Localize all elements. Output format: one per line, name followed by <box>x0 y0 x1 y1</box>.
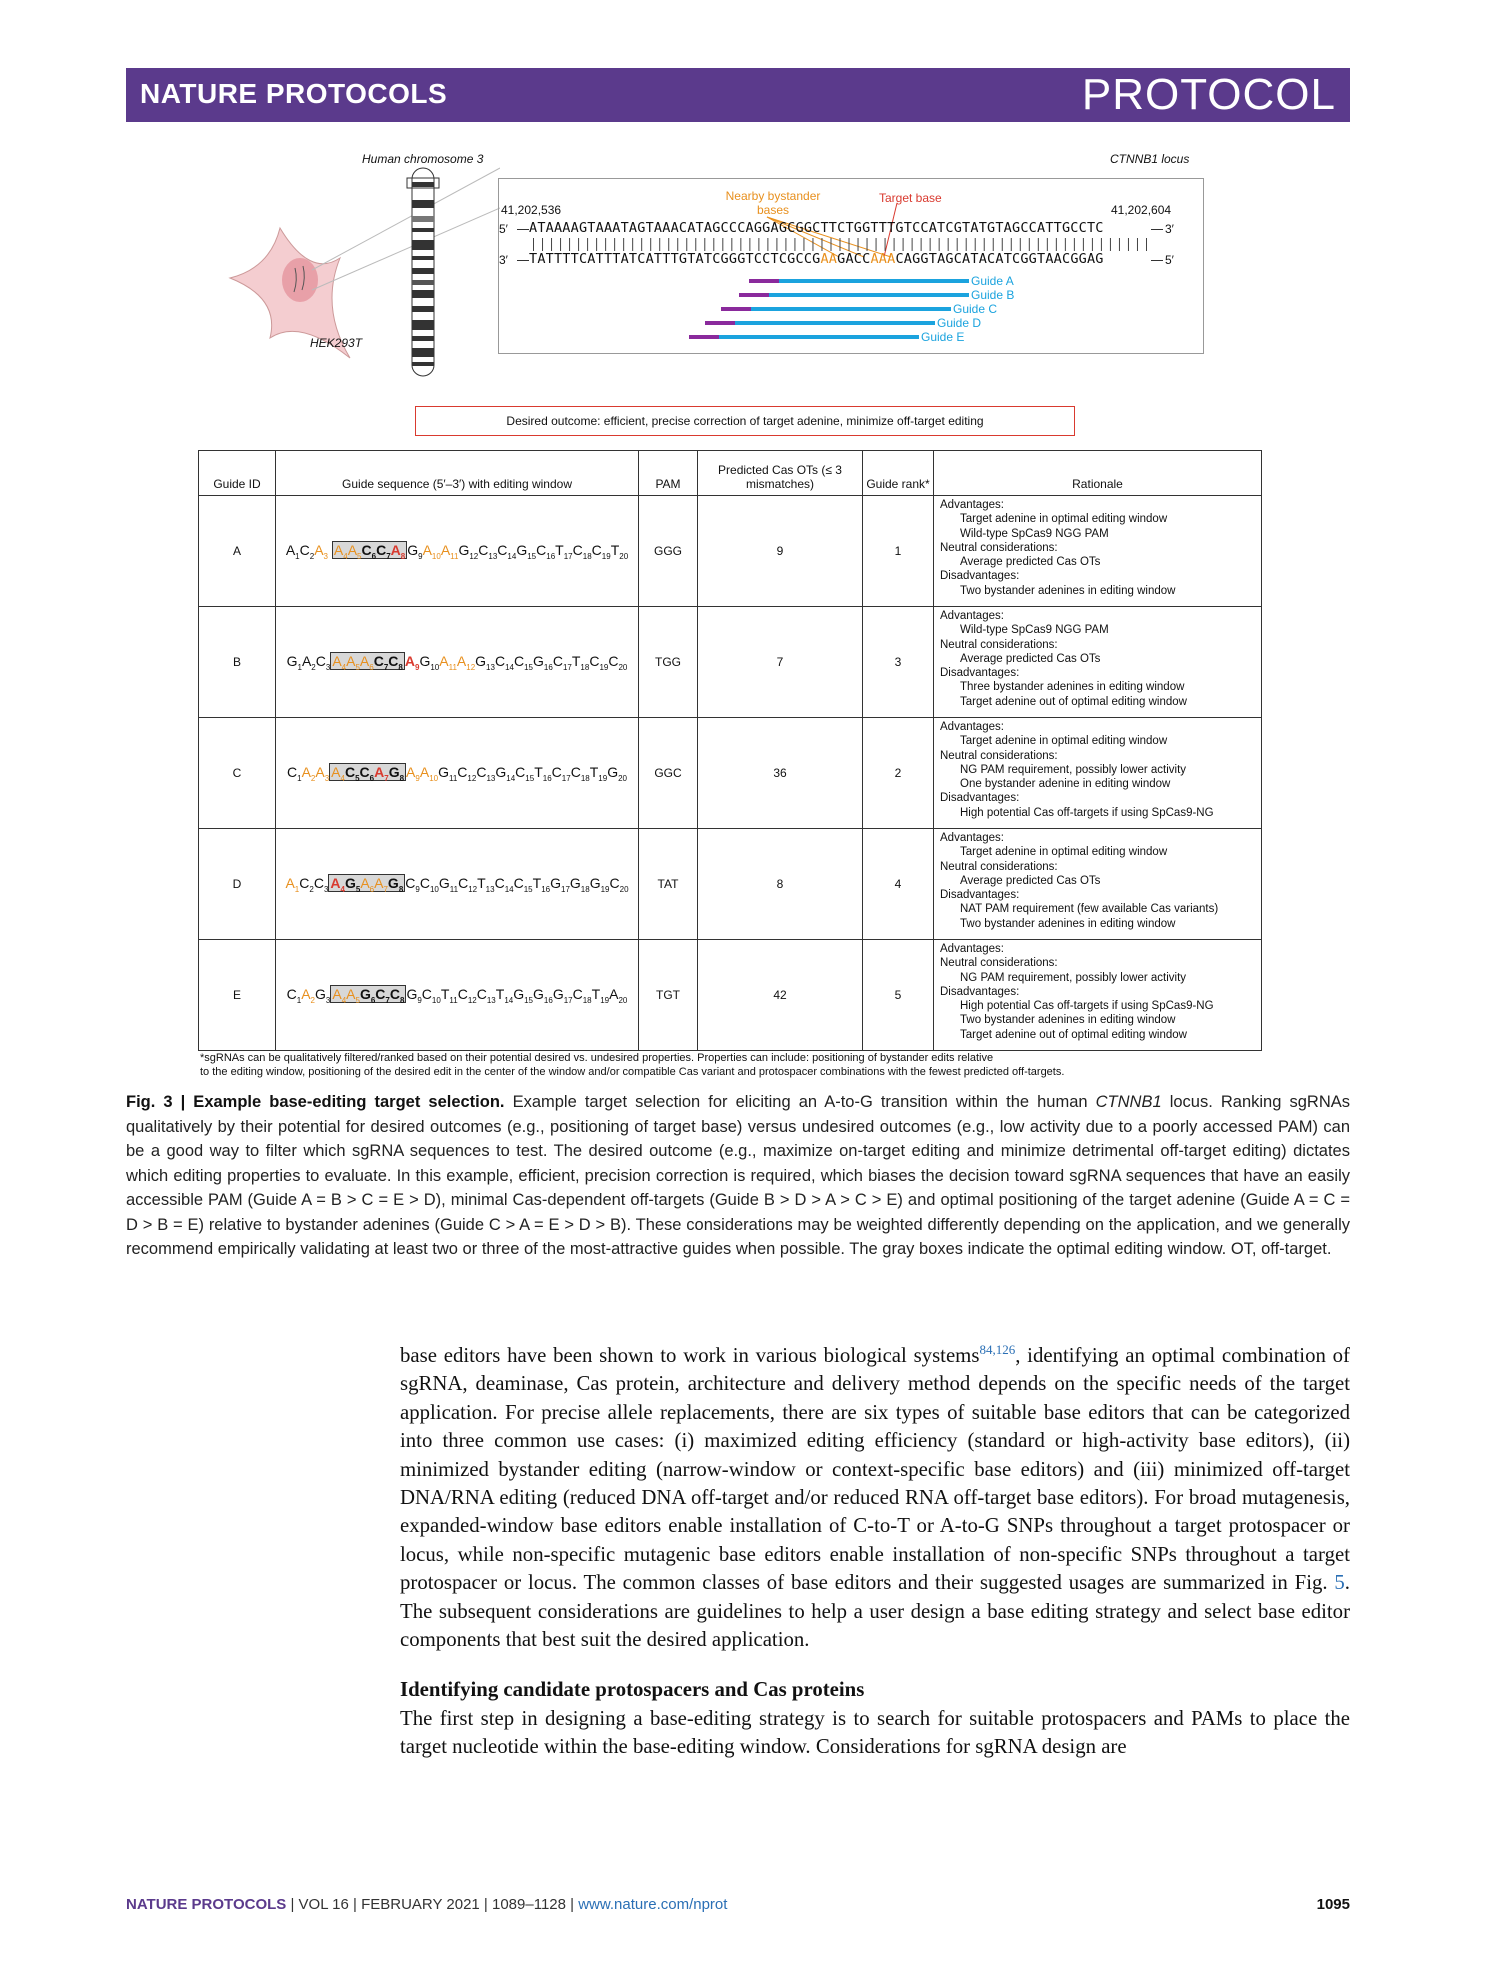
journal-header <box>126 68 1350 122</box>
predicted-ots: 9 <box>698 496 863 607</box>
guide-rank: 4 <box>863 829 934 940</box>
guide-id: A <box>199 496 276 607</box>
col-rationale: Rationale <box>934 451 1262 496</box>
figure-link[interactable]: 5 <box>1334 1571 1345 1595</box>
pam: TGG <box>639 607 698 718</box>
col-pam: PAM <box>639 451 698 496</box>
guide-rank: 3 <box>863 607 934 718</box>
guide-sequence: $C_1A_2A_3$ $A_4C_5C_6A_7G_8$ $A_9A_{10}G_{11}C_{12}C_{13}G_{14}C_{15}T_{16}C_{17}C_{18}T_{19}G_{20}$ <box>276 718 639 829</box>
guide-b-label: Guide B <box>971 288 1015 302</box>
bottom-strand: TATTTTCATTTATCATTTGTATCGGGTCCTCGCCGAAGACCAAACAGGTAGCATACATCGGTAACGGAG <box>529 251 1104 267</box>
col-guide-id: Guide ID <box>199 451 276 496</box>
top-5prime: 5′ <box>499 222 508 236</box>
top-3prime: 3′ <box>1165 222 1174 236</box>
table-footnote: *sgRNAs can be qualitatively filtered/ranked based on their potential desired vs. undesired properties. Properties can include: positioning of bystander edits relative to the editing window, positioning of the desired edit in the center of the window and/or compatible Cas variant and protospacer combinations with the fewest predicted off-targets. <box>200 1052 1065 1078</box>
guide-rank: 1 <box>863 496 934 607</box>
bystander-label: Nearby bystander bases <box>725 189 821 217</box>
page-footer: NATURE PROTOCOLS | VOL 16 | FEBRUARY 2021 | 1089–1128 | www.nature.com/nprot 1095 <box>126 1896 1350 1913</box>
guide-id: B <box>199 607 276 718</box>
rationale: Advantages: Neutral considerations: NG PAM requirement, possibly lower activity Disadvantages: High potential Cas off-targets if using SpCas9-NG Two bystander adenines in editing window Target adenine out of optimal editing window <box>934 940 1262 1051</box>
pam: TAT <box>639 829 698 940</box>
guide-id: E <box>199 940 276 1051</box>
citation[interactable]: 84,126 <box>979 1342 1016 1357</box>
figure-caption: Fig. 3 | Example base-editing target selection. Example target selection for eliciting an A-to-G transition within the human CTNNB1 locus. Ranking sgRNAs qualitatively by their potential for desired outcomes (e.g., positioning of target base) versus undesired outcomes (e.g., low activity due to a poorly accessed PAM) can be a good way to filter which sgRNA sequences to test. The desired outcome (e.g., maximize on-target editing and minimize detrimental off-target editing) dictates which editing properties to evaluate. In this example, efficient, precision correction is required, which biases the decision toward sgRNA sequences that have an easily accessible PAM (Guide A = B > C = E > D), minimal Cas-dependent off-targets (Guide B > D > A > C > E) and optimal positioning of the target adenine (Guide A = C = D > B = E) relative to bystander adenines (Guide C > A = E > D > B). These considerations may be weighted differently depending on the application, and we generally recommend empirically validating at least two or three of the most-attractive guides when possible. The gray boxes indicate the optimal editing window. OT, off-target. <box>126 1093 1350 1258</box>
table-row <box>199 496 1262 607</box>
sequence-panel <box>498 178 1204 354</box>
pam: GGC <box>639 718 698 829</box>
predicted-ots: 7 <box>698 607 863 718</box>
predicted-ots: 42 <box>698 940 863 1051</box>
guide-bars <box>499 273 1203 353</box>
rationale: Advantages: Target adenine in optimal editing window Wild-type SpCas9 NGG PAM Neutral considerations: Average predicted Cas OTs Disadvantages: Two bystander adenines in editing window <box>934 496 1262 607</box>
predicted-ots: 36 <box>698 718 863 829</box>
table-row <box>199 607 1262 718</box>
section-heading: Identifying candidate protospacers and Cas proteins <box>400 1678 865 1702</box>
guide-c-label: Guide C <box>953 302 998 316</box>
body-text <box>400 1336 1350 1762</box>
guide-sequence: $A_1C_2C_3$ $A_4G_5A_6A_7G_8$ $C_9C_{10}G_{11}C_{12}T_{13}C_{14}C_{15}T_{16}G_{17}G_{18}G_{19}C_{20}$ <box>276 829 639 940</box>
journal-url[interactable]: www.nature.com/nprot <box>578 1896 728 1913</box>
section-name: PROTOCOL <box>1081 70 1336 119</box>
page-number: 1095 <box>1316 1896 1350 1913</box>
coord-right: 41,202,604 <box>1111 203 1172 217</box>
target-label: Target base <box>879 191 942 205</box>
paragraph: The first step in designing a base-editing strategy is to search for suitable protospacers and PAMs to place the target nucleotide within the base-editing window. Considerations for sgRNA design are <box>400 1706 1350 1759</box>
chromosome-label: Human chromosome 3 <box>362 152 484 166</box>
desired-outcome-box: Desired outcome: efficient, precise correction of target adenine, minimize off-target editing <box>415 406 1075 436</box>
locus-label: CTNNB1 locus <box>1110 152 1190 166</box>
pam: GGG <box>639 496 698 607</box>
rationale: Advantages: Target adenine in optimal editing window Neutral considerations: Average predicted Cas OTs Disadvantages: NAT PAM requirement (few available Cas variants) Two bystander adenines in editing window <box>934 829 1262 940</box>
guide-rank: 2 <box>863 718 934 829</box>
predicted-ots: 8 <box>698 829 863 940</box>
guide-table <box>198 450 1262 1051</box>
guide-id: D <box>199 829 276 940</box>
table-header-row <box>199 451 1262 496</box>
guide-a-label: Guide A <box>971 274 1014 288</box>
col-sequence: Guide sequence (5′–3′) with editing window <box>276 451 639 496</box>
rationale: Advantages: Wild-type SpCas9 NGG PAM Neutral considerations: Average predicted Cas OTs Disadvantages: Three bystander adenines in editing window Target adenine out of optimal editing window <box>934 607 1262 718</box>
cell-chromosome-illustration <box>190 148 500 398</box>
table-row <box>199 829 1262 940</box>
col-rank: Guide rank* <box>863 451 934 496</box>
table-row <box>199 940 1262 1051</box>
rationale: Advantages: Target adenine in optimal editing window Neutral considerations: NG PAM requirement, possibly lower activity One bystander adenine in editing window Disadvantages: High potential Cas off-targets if using SpCas9-NG <box>934 718 1262 829</box>
guide-rank: 5 <box>863 940 934 1051</box>
bottom-3prime: 3′ <box>499 253 508 267</box>
journal-name: NATURE PROTOCOLS <box>140 78 448 109</box>
guide-d-label: Guide D <box>937 316 982 330</box>
guide-sequence: $C_1A_2G_3$ $A_4A_5G_6C_7C_8$ $G_9C_{10}T_{11}C_{12}C_{13}T_{14}G_{15}G_{16}G_{17}C_{18}T_{19}A_{20}$ <box>276 940 639 1051</box>
guide-sequence: $G_1A_2C_3$ $A_4A_5A_6C_7C_8$ $A_9G_{10}A_{11}A_{12}G_{13}C_{14}C_{15}G_{16}C_{17}T_{18}C_{19}C_{20}$ <box>276 607 639 718</box>
figure-3 <box>190 148 1290 1078</box>
bottom-5prime: 5′ <box>1165 253 1174 267</box>
col-ots: Predicted Cas OTs (≤ 3 mismatches) <box>698 451 863 496</box>
guide-e-label: Guide E <box>921 330 965 344</box>
top-strand: ATAAAAGTAAATAGTAAACATAGCCCAGGAGCGGCTTCTGGTTTGTCCATCGTATGTAGCCATTGCCTC <box>529 220 1104 236</box>
cell-label: HEK293T <box>310 336 363 350</box>
guide-id: C <box>199 718 276 829</box>
pam: TGT <box>639 940 698 1051</box>
paragraph: base editors have been shown to work in various biological systems$^{84,126}$, identifying an optimal combination of sgRNA, deaminase, Cas protein, architecture and delivery method depends on the specific needs of the target application. For precise allele replacements, there are six types of suitable base editors that can be categorized into three common use cases: (i) maximized editing efficiency (standard or high-activity base editors), (ii) minimized bystander editing (narrow-window or context-specific base editors) and (iii) minimized off-target DNA/RNA editing (reduced DNA off-target and/or reduced RNA off-target base editors). For broad mutagenesis, expanded-window base editors enable installation of C-to-T or A-to-G SNPs throughout a target protospacer or locus, while non-specific mutagenic base editors enable installation of non-specific SNPs throughout a target protospacer or locus. The common classes of base editors and their suggested usages are summarized in Fig. 5. The subsequent considerations are guidelines to help a user design a base editing strategy and select base editor components that best suit the desired application. <box>400 1342 1350 1651</box>
coord-left: 41,202,536 <box>501 203 562 217</box>
guide-sequence: $A_1C_2A_3$ $A_4A_5C_6C_7A_8$ $G_9A_{10}A_{11}G_{12}C_{13}C_{14}G_{15}C_{16}T_{17}C_{18}C_{19}T_{20}$ <box>276 496 639 607</box>
table-row <box>199 718 1262 829</box>
